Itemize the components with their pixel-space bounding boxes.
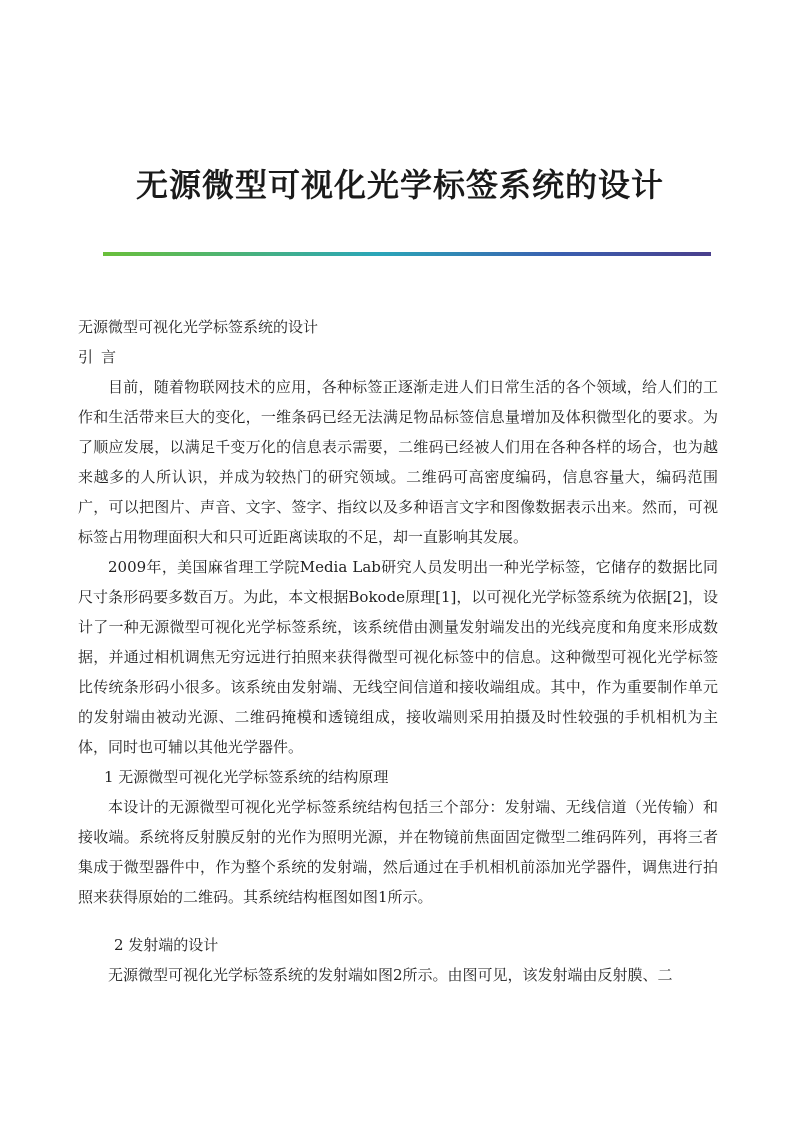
paragraph-2: 2009年，美国麻省理工学院Media Lab研究人员发明出一种光学标签，它储存的数据比同尺寸条形码要多数百万。为此，本文根据Bokode原理[1]，以可视化光学标签系统为依据[2]，设计了一种无源微型可视化光学标签系统，该系统借由测量发射端发出的光线亮度和角度来形成数据，并通过相机调焦无穷远进行拍照来获得微型可视化标签中的信息。这种微型可视化光学标签比传统条形码小很多。该系统由发射端、无线空间信道和接收端组成。其中，作为重要制作单元的发射端由被动光源、二维码掩模和透镜组成，接收端则采用拍摄及时性较强的手机相机为主体，同时也可辅以其他光学器件。: [78, 558, 718, 756]
document-subtitle: 无源微型可视化光学标签系统的设计: [78, 318, 319, 336]
section-1-heading: 1 无源微型可视化光学标签系统的结构原理: [104, 768, 389, 786]
paragraph-3: 本设计的无源微型可视化光学标签系统结构包括三个部分：发射端、无线信道（光传输）和接收端。系统将反射膜反射的光作为照明光源，并在物镜前焦面固定微型二维码阵列，再将三者集成于微型器件中，作为整个系统的发射端，然后通过在手机相机前添加光学器件，调焦进行拍照来获得原始的二维码。其系统结构框图如图1所示。: [78, 798, 718, 906]
paragraph-1: 目前，随着物联网技术的应用，各种标签正逐渐走进人们日常生活的各个领域，给人们的工作和生活带来巨大的变化，一维条码已经无法满足物品标签信息量增加及体积微型化的要求。为了顺应发展，以满足千变万化的信息表示需要，二维码已经被人们用在各种各样的场合，也为越来越多的人所认识，并成为较热门的研究领域。二维码可高密度编码，信息容量大，编码范围广，可以把图片、声音、文字、签字、指纹以及多种语言文字和图像数据表示出来。然而，可视标签占用物理面积大和只可近距离读取的不足，却一直影响其发展。: [78, 378, 718, 546]
document-title: 无源微型可视化光学标签系统的设计: [135, 166, 664, 204]
paragraph-4: 无源微型可视化光学标签系统的发射端如图2所示。由图可见，该发射端由反射膜、二: [108, 966, 673, 984]
section-2-heading: 2 发射端的设计: [114, 936, 219, 954]
document-body: [78, 312, 718, 990]
intro-heading: 引言: [78, 348, 125, 366]
title-divider: [103, 252, 711, 256]
